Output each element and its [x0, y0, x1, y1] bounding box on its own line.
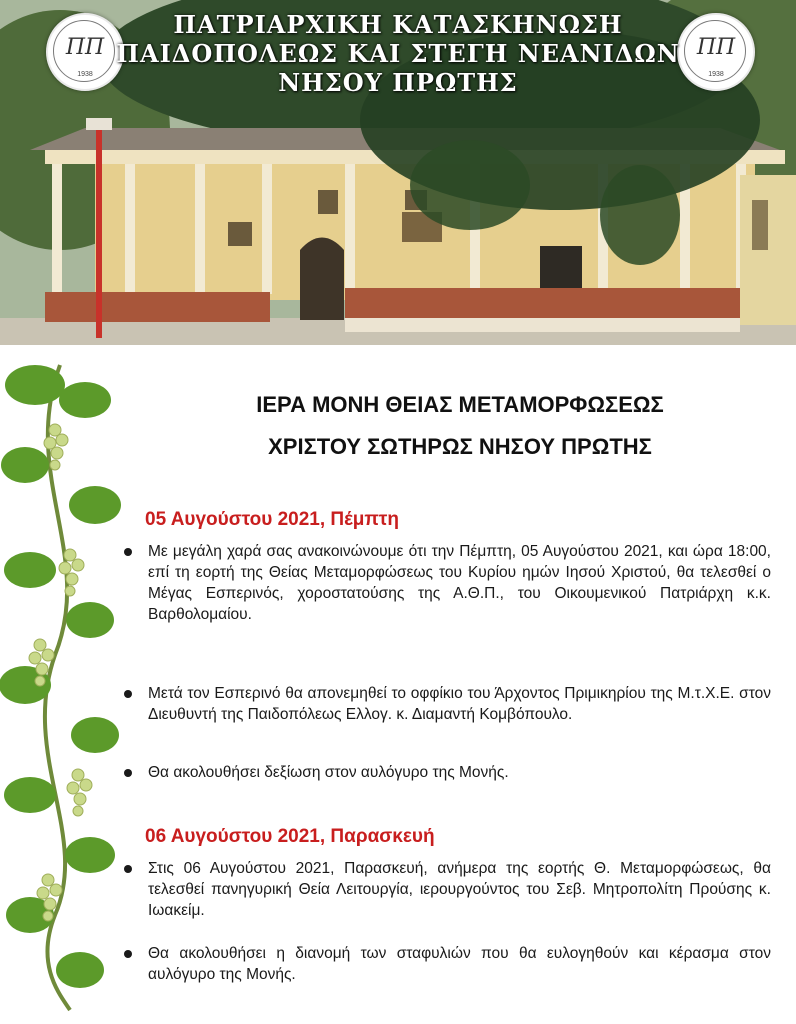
announcement-item: Θα ακολουθήσει δεξίωση στον αυλόγυρο της Μονής. — [148, 762, 771, 783]
header-title-line: ΝΗΣΟΥ ΠΡΩΤΗΣ — [278, 68, 518, 97]
header-title — [0, 10, 796, 97]
announcement-item: Θα ακολουθήσει η διανομή των σταφυλιών που θα ευλογηθούν και κέρασμα στον αυλόγυρο της Μονής. — [148, 945, 771, 983]
date-heading: 05 Αυγούστου 2021, Πέμπτη — [145, 509, 399, 530]
header-photo — [0, 0, 796, 345]
announcement-item: Με μεγάλη χαρά σας ανακοινώνουμε ότι την Πέμπτη, 05 Αυγούστου 2021, και ώρα 18:00, επί τη εορτή της Θείας Μεταμορφώσεως του Κυρίου ημών Ιησού Χριστού, θα τελεσθεί ο Μέγας Εσπερινός, χοροστατούσης της Α.Θ.Π., του Οικουμενικού Πατριάρχη κ.κ. Βαρθολομαίου. — [148, 543, 771, 623]
seal-logo-left: ΠΠ 1938 — [46, 13, 124, 91]
header-title-line: ΠΑΙΔΟΠΟΛΕΩΣ ΚΑΙ ΣΤΕΓΗ ΝΕΑΝΙΔΩΝ — [116, 39, 680, 68]
date-heading: 06 Αυγούστου 2021, Παρασκευή — [145, 826, 435, 847]
document-title-line: ΧΡΙΣΤΟΥ ΣΩΤΗΡΩΣ ΝΗΣΟΥ ΠΡΩΤΗΣ — [268, 434, 652, 459]
header-title-line: ΠΑΤΡΙΑΡΧΙΚΗ ΚΑΤΑΣΚΗΝΩΣΗ — [173, 10, 623, 39]
seal-logo-right: ΠΠ 1938 — [677, 13, 755, 91]
announcement-item: Μετά τον Εσπερινό θα απονεμηθεί το οφφίκιο του Άρχοντος Πριμικηρίου της Μ.τ.Χ.Ε. στον Διευθυντή της Παιδοπόλεως Ελλογ. κ. Διαμαντή Κομβόπουλο. — [148, 685, 771, 723]
document-title-line: ΙΕΡΑ ΜΟΝΗ ΘΕΙΑΣ ΜΕΤΑΜΟΡΦΩΣΕΩΣ — [256, 392, 664, 417]
announcement-item: Στις 06 Αυγούστου 2021, Παρασκευή, ανήμερα της εορτής Θ. Μεταμορφώσεως, θα τελεσθεί πανηγυρική Θεία Λειτουργία, ιερουργούντος του Σεβ. Μητροπολίτη Προύσης κ. Ιωακείμ. — [148, 860, 771, 919]
grapevine-decoration — [0, 355, 130, 1015]
